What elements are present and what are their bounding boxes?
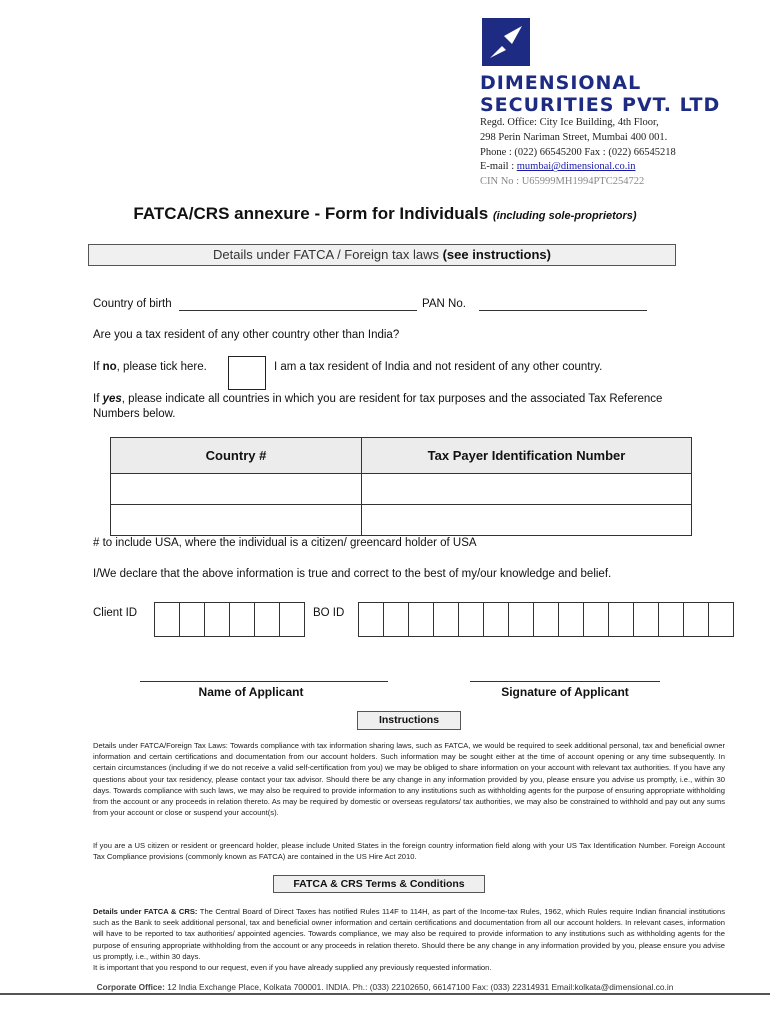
table-header-row [111, 438, 692, 474]
instructions-para-2: If you are a US citizen or resident or greencard holder, please include United States in the foreign country information field along with your US Tax Identification Number. Foreign Account Tax Compliance provisions (commonly known as FATCA) are contained in the US Hire Act 2010. [93, 841, 725, 862]
if-no-label: If no, please tick here. [93, 361, 207, 373]
country-header: Country # [111, 438, 362, 474]
signature-of-applicant-label: Signature of Applicant [501, 685, 629, 699]
client-id-label: Client ID [93, 607, 138, 619]
terms-heading: FATCA & CRS Terms & Conditions [273, 875, 485, 893]
table-row [111, 474, 692, 505]
not-resident-checkbox[interactable] [228, 356, 266, 390]
name-of-applicant-label: Name of Applicant [198, 685, 304, 699]
instructions-para-1: Details under FATCA/Foreign Tax Laws: Towards compliance with tax information sharing laws, such as FATCA, we would be required to seek additional personal, tax and beneficial owner information and certain certifications and documentation from our account holders. Such information may be sought either at the time of account opening or any time subsequently. In certain circumstances (including if we do not receive a valid self-certification from you) we may be obliged to share information on your account with relevant tax authorities. If you have any questions about your tax residency, please contact your tax advisor. Should there be any change in any information provided by you, please ensure you advise us promptly, i.e., within 30 days. Towards compliance with such laws, we may also be required to provide information to any institutions such as withholding agents for the purpose of ensuring appropriate withholding from the account or any proceeds in relation thereto. As may be required by domestic or overseas regulators/ tax authorities, we may also be constrained to withhold and pay out any sums from your account or close or suspend your account(s). [93, 741, 725, 818]
section-heading: Details under FATCA / Foreign tax laws (see instructions) [88, 244, 676, 266]
tin-cell[interactable] [362, 474, 692, 505]
footer-rule [0, 993, 770, 995]
instructions-heading: Instructions [357, 711, 461, 730]
footer: Corporate Office: 12 India Exchange Place, Kolkata 700001. INDIA. Ph.: (033) 22102650, 66147100 Fax: (033) 22314931 Email:kolkata@dimensional.co.in [96, 982, 674, 992]
country-of-birth-field[interactable] [179, 298, 417, 311]
declaration: I/We declare that the above information is true and correct to the best of my/our knowledge and belief. [93, 568, 612, 580]
table-row [111, 505, 692, 536]
country-cell[interactable] [111, 505, 362, 536]
bo-id-label: BO ID [313, 607, 345, 619]
if-yes-text: If yes, please indicate all countries in which you are resident for tax purposes and the associated Tax Reference Numbers below. [93, 393, 663, 420]
name-line[interactable] [140, 681, 388, 682]
bo-id-boxes[interactable] [358, 602, 733, 637]
email-link[interactable]: mumbai@dimensional.co.in [516, 161, 636, 173]
country-cell[interactable] [111, 474, 362, 505]
company-logo-icon [482, 18, 530, 66]
company-address: Regd. Office: City Ice Building, 4th Floor, 298 Perin Nariman Street, Mumbai 400 001. Phone : (022) 66545200 Fax : (022) 66545218 E-mail : mumbai@dimensional.co.in CIN No : U65999MH1994PTC254722 [480, 117, 676, 188]
terms-para: Details under FATCA & CRS: The Central Board of Direct Taxes has notified Rules 114F to 114H, as part of the Income-tax Rules, 1962, which Rules require Indian financial institutions such as the Bank to seek additional personal, tax and beneficial owner information and certain certifications and documentation from all our account holders. In relevant cases, information will have to be reported to tax authorities/ appointed agencies. Towards compliance, we may also be required to provide information to any institutions such as withholding agents for the purpose of ensuring appropriate withholding from the account or any proceeds in relation thereto. Should there be any change in any information provided by you, please ensure you advise us promptly, i.e., within 30 days. It is important that you respond to our request, even if you have already supplied any previously requested information. [93, 907, 725, 973]
tin-table [110, 437, 692, 536]
pan-field[interactable] [479, 298, 647, 311]
form-title: FATCA/CRS annexure - Form for Individuals (including sole-proprietors) [133, 204, 637, 223]
tax-resident-question: Are you a tax resident of any other country other than India? [93, 329, 400, 341]
usa-note: # to include USA, where the individual is a citizen/ greencard holder of USA [93, 537, 477, 549]
tin-cell[interactable] [362, 505, 692, 536]
signature-line[interactable] [470, 681, 660, 682]
tin-header: Tax Payer Identification Number [362, 438, 692, 474]
not-resident-text: I am a tax resident of India and not resident of any other country. [274, 361, 603, 373]
company-name: DIMENSIONAL SECURITIES PVT. LTD [480, 72, 721, 116]
client-id-boxes[interactable] [154, 602, 304, 637]
country-of-birth-row: Country of birth PAN No. [93, 298, 647, 311]
